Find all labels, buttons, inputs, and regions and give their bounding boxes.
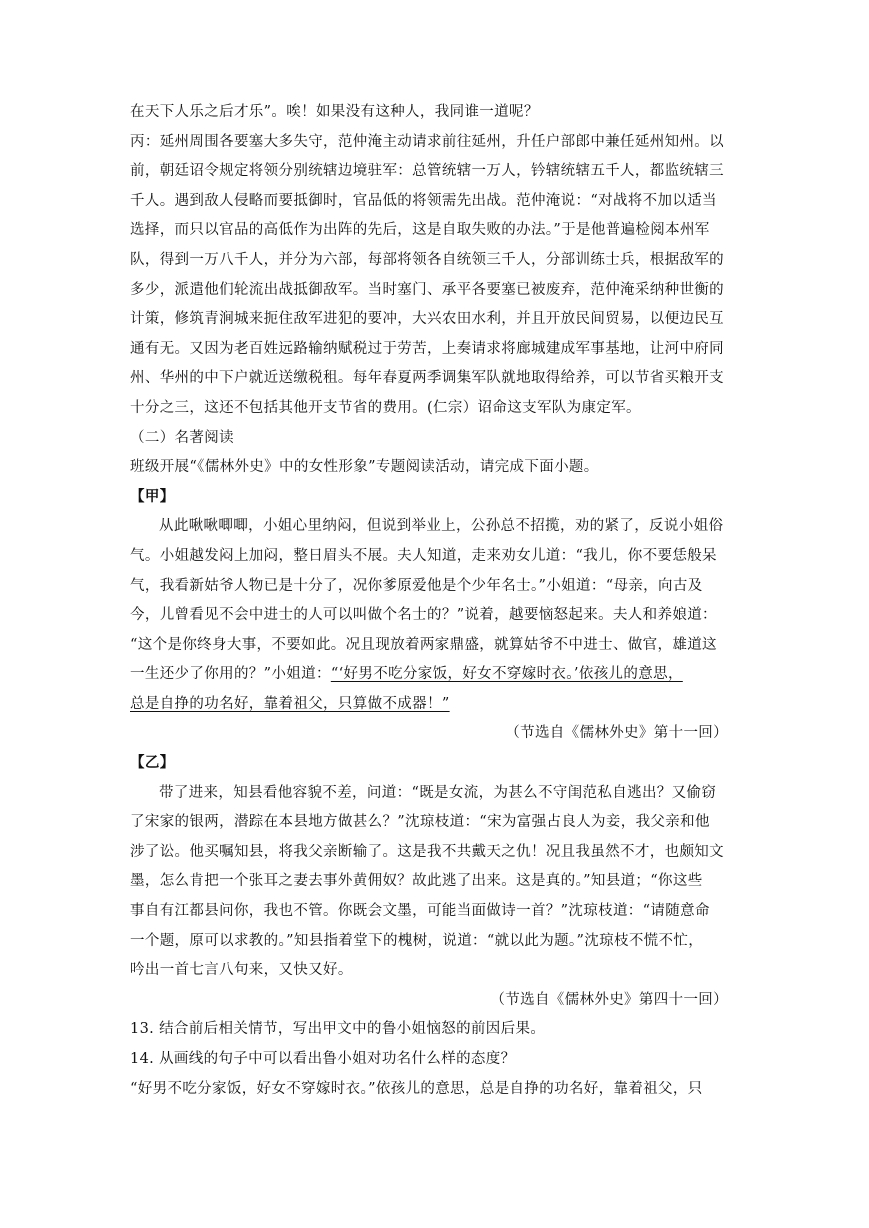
text-line: 多少，派遣他们轮流出战抵御敌军。当时塞门、承平各要塞已被废弃，范仲淹采纳种世衡的 xyxy=(130,281,724,298)
document-page xyxy=(130,98,740,1104)
text-line: 今，儿曾看见不会中进士的人可以叫做个名士的？”说着，越要恼怒起来。夫人和养娘道： xyxy=(130,607,717,624)
text-jia-paragraph xyxy=(130,512,740,749)
source-citation: （节选自《儒林外史》第十一回） xyxy=(505,725,728,742)
text-line: 事自有江都县问你，我也不管。你既会文墨，可能当面做诗一首？”沈琼枝道：“请随意命 xyxy=(130,903,710,920)
text-line: 千人。遇到敌人侵略而要抵御时，官品低的将领需先出战。范仲淹说：“对战将不加以适当 xyxy=(130,192,717,209)
text-segment: 一生还少了你用的？”小姐道： xyxy=(130,666,331,683)
section-intro: 班级开展“《儒林外史》中的女性形象”专题阅读活动，请完成下面小题。 xyxy=(130,459,599,476)
text-line: 丙：延州周围各要塞大多失守，范仲淹主动请求前往延州，升任户部郎中兼任延州知州。以 xyxy=(130,133,724,150)
text-line: 吟出一首七言八句来，又快又好。 xyxy=(130,962,353,979)
passage-end-line: 在天下人乐之后才乐”。唉！如果没有这种人，我同谁一道呢？ xyxy=(130,104,539,120)
underlined-sentence: “‘好男不吃分家饭，好女不穿嫁时衣。’依孩儿的意思， xyxy=(330,666,683,683)
text-line: “这个是你终身大事，不要如此。况且现放着两家鼎盛，就算姑爷不中进士、做官，雄道这 xyxy=(130,636,717,653)
text-line: 选择，而只以官品的高低作为出阵的先后，这是自取失败的办法。”于是他普遍检阅本州军 xyxy=(130,222,710,239)
source-citation: （节选自《儒林外史》第四十一回） xyxy=(490,991,728,1008)
text-line: 通有无。又因为老百姓远路输纳赋税过于劳苦，上奏请求将廊城建成军事基地，让河中府同 xyxy=(130,340,724,357)
text-line: 从此啾啾唧唧，小姐心里纳闷，但说到举业上，公孙总不招揽，劝的紧了，反说小姐俗 xyxy=(159,518,724,535)
text-line: 了宋家的银两，潜踪在本县地方做甚么？”沈琼枝道：“宋为富强占良人为妾，我父亲和他 xyxy=(130,814,710,831)
text-line: 州、华州的中下户就近送缴税租。每年春夏两季调集军队就地取得给养，可以节省买粮开支 xyxy=(130,370,724,387)
text-line: 前，朝廷诏令规定将领分别统辖边境驻军：总管统辖一万人，钤辖统辖五千人，都监统辖三 xyxy=(130,163,724,180)
text-line xyxy=(130,690,740,720)
text-line: 涉了讼。他买嘱知县，将我父亲断输了。这是我不共戴天之仇！况且我虽然不才，也颇知文 xyxy=(130,843,724,860)
section-heading: （二）名著阅读 xyxy=(130,429,234,446)
text-line: 队，得到一万八千人，并分为六部，每部将领各自统领三千人，分部训练士兵，根据敌军的 xyxy=(130,251,724,268)
question-13: 13. 结合前后相关情节，写出甲文中的鲁小姐恼怒的前因后果。 xyxy=(130,1021,546,1038)
part-c-paragraph xyxy=(130,128,740,424)
text-line: 一个题，原可以求教的。”知县指着堂下的槐树，说道：“就以此为题。”沈琼枝不慌不忙， xyxy=(130,932,704,949)
text-line: 墨，怎么肯把一个张耳之妻去事外黄佣奴？故此逃了出来。这是真的。”知县道；“你这些 xyxy=(130,873,703,890)
text-jia-label: 【甲】 xyxy=(130,488,175,505)
text-line: 气，我看新姑爷人物已是十分了，况你爹原爱他是个少年名士。”小姐道：“母亲，向古及 xyxy=(130,577,703,594)
question-14-quote: “好男不吃分家饭，好女不穿嫁时衣。”依孩儿的意思，总是自挣的功名好，靠着祖父，只 xyxy=(130,1080,703,1097)
text-yi-paragraph xyxy=(130,779,740,1016)
text-yi-label: 【乙】 xyxy=(130,755,175,772)
text-line: 十分之三，这还不包括其他开支节省的费用。(仁宗）诏命这支军队为康定军。 xyxy=(130,399,641,416)
question-14: 14. 从画线的句子中可以看出鲁小姐对功名什么样的态度？ xyxy=(130,1051,516,1067)
text-line xyxy=(130,660,740,690)
underlined-sentence: 总是自挣的功名好，靠着祖父，只算做不成器！” xyxy=(130,695,450,712)
text-line: 带了进来，知县看他容貌不差，问道：“既是女流，为甚么不守闺范私自逃出？又偷窃 xyxy=(159,784,717,801)
text-line: 气。小姐越发闷上加闷，整日眉头不展。夫人知道，走来劝女儿道：“我儿，你不要恁般呆 xyxy=(130,547,717,564)
text-line: 计策，修筑青涧城来扼住敌军进犯的要冲，大兴农田水利，并且开放民间贸易，以便边民互 xyxy=(130,311,724,328)
